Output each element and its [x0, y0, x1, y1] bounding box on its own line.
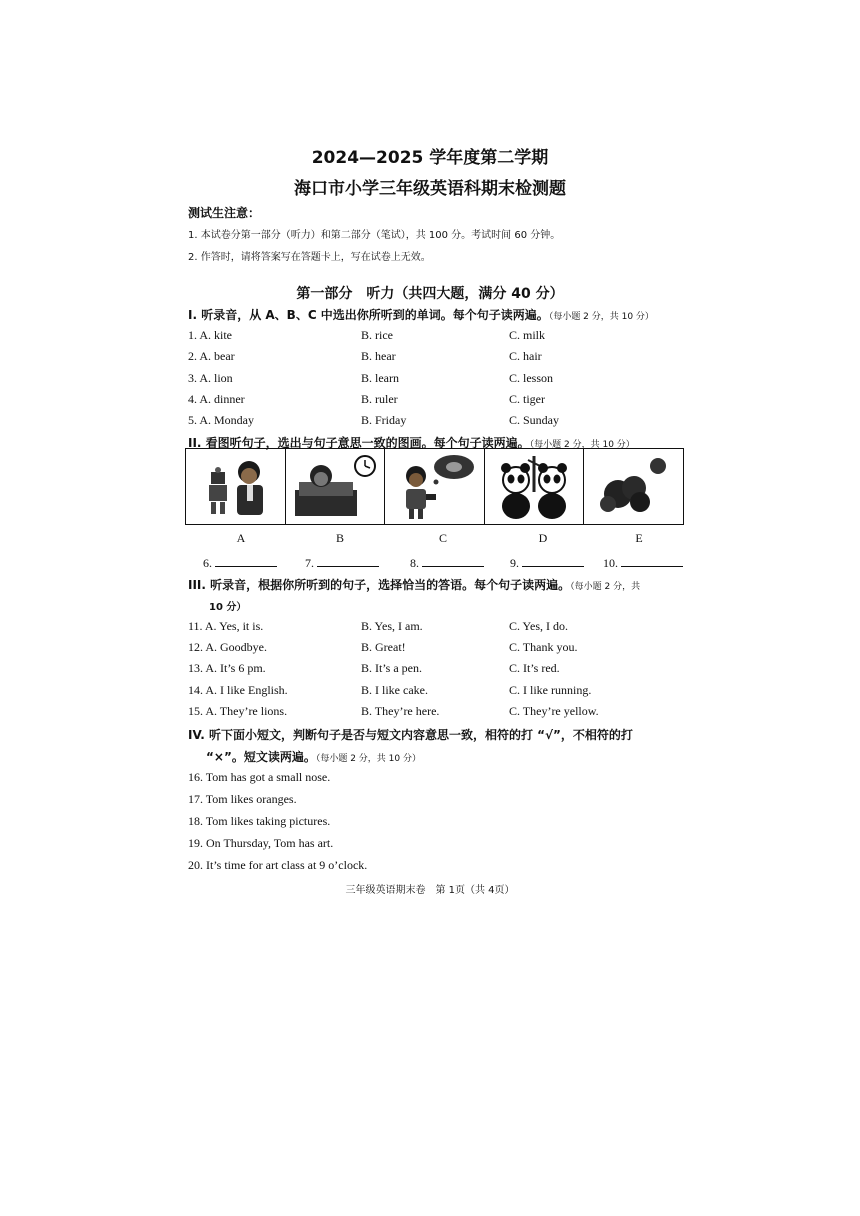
section1-instruction	[188, 306, 654, 323]
blank-line[interactable]	[317, 556, 379, 567]
q5-option-c: C. Sunday	[509, 413, 560, 427]
q13-option-a: 13. A. It’s 6 pm.	[188, 661, 266, 675]
picture-c-boy-thinking	[385, 449, 485, 524]
blank-line[interactable]	[215, 556, 277, 567]
section1-score: （每小题 2 分，共 10 分）	[548, 312, 654, 322]
robot-boy-icon	[189, 452, 281, 522]
part1-title: 第一部分 听力（共四大题，满分 40 分）	[296, 286, 564, 302]
picture-label-a: A	[236, 531, 246, 545]
page-footer: 三年级英语期末卷 第 1页（共 4页）	[345, 885, 515, 896]
statement-16: 16. Tom has got a small nose.	[188, 770, 331, 784]
section1-instruction-text: I. 听录音，从 A、B、C 中选出你所听到的单词。每个句子读两遍。	[188, 308, 549, 322]
note-item-2: 2. 作答时，请将答案写在答题卡上，写在试卷上无效。	[188, 252, 431, 263]
q11-option-b: B. Yes, I am.	[361, 619, 423, 633]
pandas-icon	[488, 452, 580, 522]
blank-line[interactable]	[422, 556, 484, 567]
answer-blank-6[interactable]	[203, 556, 277, 571]
picture-a-robot-boy	[186, 449, 286, 524]
q2-option-a: 2. A. bear	[188, 349, 235, 363]
blank-number: 6.	[203, 556, 212, 570]
q5-option-b: B. Friday	[361, 413, 407, 427]
answer-blank-8[interactable]	[410, 556, 484, 571]
q4-option-b: B. ruler	[361, 392, 398, 406]
statement-18: 18. Tom likes taking pictures.	[188, 814, 331, 828]
q1-option-c: C. milk	[509, 328, 546, 342]
exam-title: 海口市小学三年级英语科期末检测题	[294, 179, 566, 199]
q12-option-b: B. Great!	[361, 640, 406, 654]
bed-clock-icon	[289, 452, 381, 522]
picture-label-c: C	[438, 531, 447, 545]
section4-instruction-cont-text: “×”。短文读两遍。	[206, 750, 316, 764]
q12-option-c: C. Thank you.	[509, 640, 578, 654]
picture-label-e: E	[635, 531, 643, 545]
blank-number: 10.	[603, 556, 618, 570]
blank-number: 9.	[510, 556, 519, 570]
q2-option-b: B. hear	[361, 349, 396, 363]
q3-option-a: 3. A. lion	[188, 371, 233, 385]
exam-year-title: 2024—2025 学年度第二学期	[311, 148, 549, 168]
q3-option-c: C. lesson	[509, 371, 554, 385]
q2-option-c: C. hair	[509, 349, 542, 363]
q1-option-a: 1. A. kite	[188, 328, 232, 342]
q14-option-a: 14. A. I like English.	[188, 683, 288, 697]
picture-b-girl-bed-clock	[286, 449, 386, 524]
section4-instruction: IV. 听下面小短文，判断句子是否与短文内容意思一致，相符的打 “√”，不相符的打	[188, 728, 633, 742]
blank-number: 8.	[410, 556, 419, 570]
section4-instruction-cont	[206, 748, 421, 765]
blank-line[interactable]	[522, 556, 584, 567]
q14-option-c: C. I like running.	[509, 683, 592, 697]
section2-instruction-text: II. 看图听句子，选出与句子意思一致的图画。每个句子读两遍。	[188, 436, 530, 450]
note-item-1: 1. 本试卷分第一部分（听力）和第二部分（笔试），共 100 分。考试时间 60 分钟。	[188, 230, 561, 241]
q13-option-c: C. It’s red.	[509, 661, 560, 675]
q15-option-c: C. They’re yellow.	[509, 704, 599, 718]
q14-option-b: B. I like cake.	[361, 683, 428, 697]
dark-objects-icon	[588, 452, 680, 522]
q11-option-c: C. Yes, I do.	[509, 619, 569, 633]
q1-option-b: B. rice	[361, 328, 393, 342]
section3-score: （每小题 2 分，共	[570, 582, 641, 592]
picture-e-dark-objects	[584, 449, 683, 524]
picture-d-pandas	[485, 449, 585, 524]
blank-line[interactable]	[621, 556, 683, 567]
answer-blank-9[interactable]	[510, 556, 584, 571]
section3-instruction	[188, 576, 640, 593]
q15-option-b: B. They’re here.	[361, 704, 440, 718]
section4-score: （每小题 2 分，共 10 分）	[315, 754, 421, 764]
statement-17: 17. Tom likes oranges.	[188, 792, 297, 806]
picture-label-d: D	[538, 531, 548, 545]
boy-thought-bubble-icon	[388, 452, 480, 522]
q11-option-a: 11. A. Yes, it is.	[188, 619, 264, 633]
notes-heading: 测试生注意：	[188, 206, 261, 220]
q4-option-a: 4. A. dinner	[188, 392, 245, 406]
section3-score-cont: 10 分）	[209, 602, 247, 613]
q5-option-a: 5. A. Monday	[188, 413, 254, 427]
answer-blank-10[interactable]	[603, 556, 683, 571]
q13-option-b: B. It’s a pen.	[361, 661, 422, 675]
q4-option-c: C. tiger	[509, 392, 545, 406]
blank-number: 7.	[305, 556, 314, 570]
section3-instruction-text: III. 听录音，根据你所听到的句子，选择恰当的答语。每个句子读两遍。	[188, 578, 571, 592]
statement-20: 20. It’s time for art class at 9 o’clock.	[188, 858, 368, 872]
answer-blank-7[interactable]	[305, 556, 379, 571]
q12-option-a: 12. A. Goodbye.	[188, 640, 267, 654]
picture-label-b: B	[335, 531, 344, 545]
statement-19: 19. On Thursday, Tom has art.	[188, 836, 334, 850]
section2-score: （每小题 2 分，共 10 分）	[529, 440, 635, 450]
q3-option-b: B. learn	[361, 371, 399, 385]
picture-table	[185, 448, 684, 525]
q15-option-a: 15. A. They’re lions.	[188, 704, 288, 718]
